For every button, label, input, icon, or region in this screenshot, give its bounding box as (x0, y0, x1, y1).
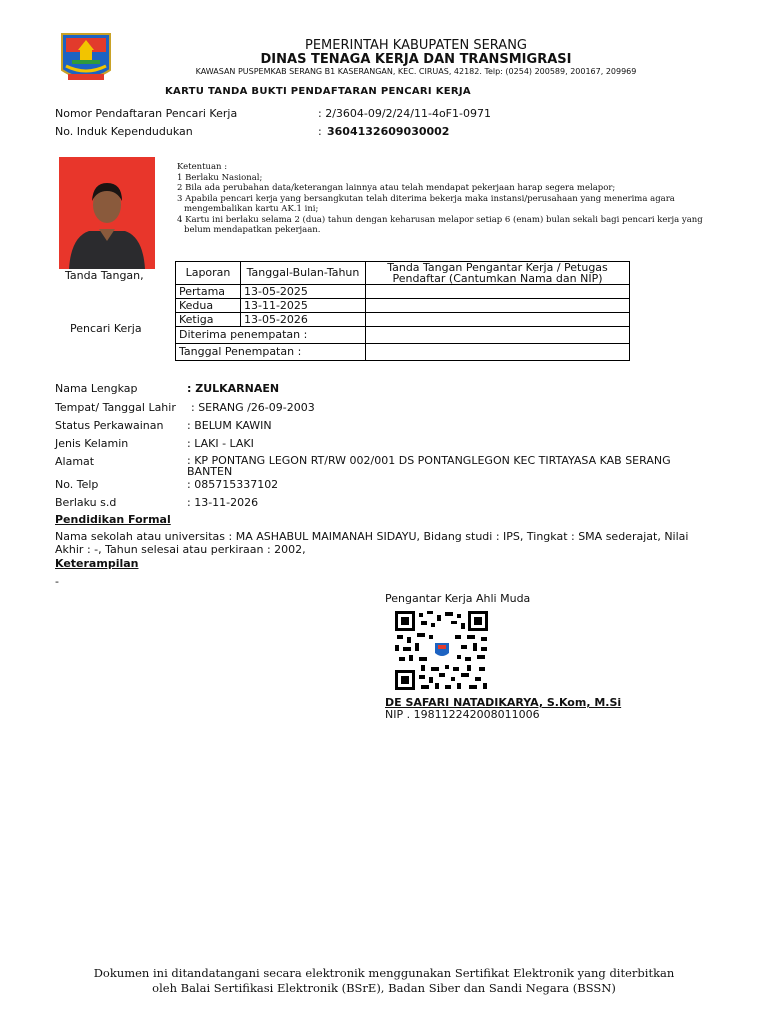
row-label: Kedua (176, 299, 241, 313)
row-date: 13-11-2025 (241, 299, 366, 313)
row-signature (366, 313, 630, 327)
status-value: : BELUM KAWIN (187, 419, 272, 432)
berlaku-label: Berlaku s.d (55, 496, 117, 509)
laporan-table (175, 261, 630, 361)
ttl-label: Tempat/ Tanggal Lahir (55, 401, 176, 414)
table-row (176, 327, 630, 344)
alamat-value: : KP PONTANG LEGON RT/RW 002/001 DS PONTANGLEGON KEC TIRTAYASA KAB SERANG BANTEN (187, 454, 671, 478)
header-address: KAWASAN PUSPEMKAB SERANG B1 KASERANGAN, KEC. CIRUAS, 42182. Telp: (0254) 200589, 200167, 209969 (195, 67, 637, 76)
jenis-kelamin-label: Jenis Kelamin (55, 437, 129, 450)
telp-value: : 085715337102 (187, 478, 279, 491)
nik-colon: : (318, 125, 322, 138)
row-label: Pertama (176, 285, 241, 299)
document-title: KARTU TANDA BUKTI PENDAFTARAN PENCARI KERJA (165, 86, 471, 97)
telp-label: No. Telp (55, 478, 99, 491)
ketentuan-item: 3 Apabila pencari kerja yang bersangkutan telah diterima bekerja maka instansi/perusahaan yang menerima agara mengembalikan kartu AK.1 ini; (177, 193, 675, 214)
pendidikan-heading: Pendidikan Formal (55, 513, 171, 526)
row-signature (366, 344, 630, 361)
pencari-kerja-label: Pencari Kerja (70, 322, 142, 335)
tanggal-penempatan: Tanggal Penempatan : (176, 344, 366, 361)
footer-line-2: oleh Balai Sertifikasi Elektronik (BSrE), Badan Siber dan Sandi Negara (BSSN) (152, 981, 616, 995)
person-photo-icon (59, 157, 155, 269)
ketentuan-heading: Ketentuan : (177, 162, 228, 172)
ketentuan-item: 1 Berlaku Nasional; (177, 172, 263, 183)
row-date: 13-05-2026 (241, 313, 366, 327)
header-government: PEMERINTAH KABUPATEN SERANG (305, 38, 527, 53)
nomor-pendaftaran-value: : 2/3604-09/2/24/11-4oF1-0971 (318, 107, 491, 120)
keterampilan-heading: Keterampilan (55, 557, 139, 570)
status-label: Status Perkawainan (55, 419, 164, 432)
jenis-kelamin-value: : LAKI - LAKI (187, 437, 254, 450)
row-date: 13-05-2025 (241, 285, 366, 299)
diterima-penempatan: Diterima penempatan : (176, 327, 366, 344)
applicant-photo (59, 157, 155, 269)
nama-value: : ZULKARNAEN (187, 382, 280, 395)
ketentuan-section (177, 162, 717, 236)
pendidikan-text: Nama sekolah atau universitas : MA ASHABUL MAIMANAH SIDAYU, Bidang studi : IPS, Tingkat : SMA sederajat, Nilai Akhir : -, Tahun selesai atau perkiraan : 2002, (55, 530, 689, 556)
table-row (176, 299, 630, 313)
table-row (176, 344, 630, 361)
signer-name: DE SAFARI NATADIKARYA, S.Kom, M.Si (385, 696, 622, 709)
row-signature (366, 285, 630, 299)
tanda-tangan-label: Tanda Tangan, (65, 269, 144, 282)
alamat-label: Alamat (55, 455, 95, 468)
berlaku-value: : 13-11-2026 (187, 496, 259, 509)
nik-label: No. Induk Kependudukan (55, 125, 193, 138)
table-header-laporan: Laporan (176, 262, 241, 285)
row-signature (366, 327, 630, 344)
row-signature (366, 299, 630, 313)
footer-note (40, 966, 728, 996)
table-row (176, 313, 630, 327)
row-label: Ketiga (176, 313, 241, 327)
signer-role: Pengantar Kerja Ahli Muda (385, 592, 531, 605)
footer-line-1: Dokumen ini ditandatangani secara elektronik menggunakan Sertifikat Elektronik yang diterbitkan (93, 966, 675, 980)
ketentuan-item: 2 Bila ada perubahan data/keterangan lainnya atau telah mendapat pekerjaan harap segera melapor; (177, 183, 616, 193)
ketentuan-item: 4 Kartu ini berlaku selama 2 (dua) tahun dengan keharusan melapor setiap 6 (enam) bulan sekali bagi pencari kerja yang belum mendapatkan pekerjaan. (177, 214, 703, 235)
signer-nip: NIP . 198112242008011006 (385, 708, 540, 721)
ttl-value: : SERANG /26-09-2003 (191, 401, 315, 414)
keterampilan-text: - (55, 575, 59, 588)
ketentuan-list (177, 173, 717, 236)
header-agency: DINAS TENAGA KERJA DAN TRANSMIGRASI (260, 52, 572, 67)
table-header-tanggal: Tanggal-Bulan-Tahun (241, 262, 366, 285)
table-header-tanda-tangan: Tanda Tangan Pengantar Kerja / Petugas Pendaftar (Cantumkan Nama dan NIP) (366, 262, 630, 285)
table-row (176, 285, 630, 299)
qr-code-icon (395, 611, 488, 690)
nomor-pendaftaran-label: Nomor Pendaftaran Pencari Kerja (55, 107, 238, 120)
nik-value: 3604132609030002 (327, 125, 450, 138)
nama-label: Nama Lengkap (55, 382, 138, 395)
